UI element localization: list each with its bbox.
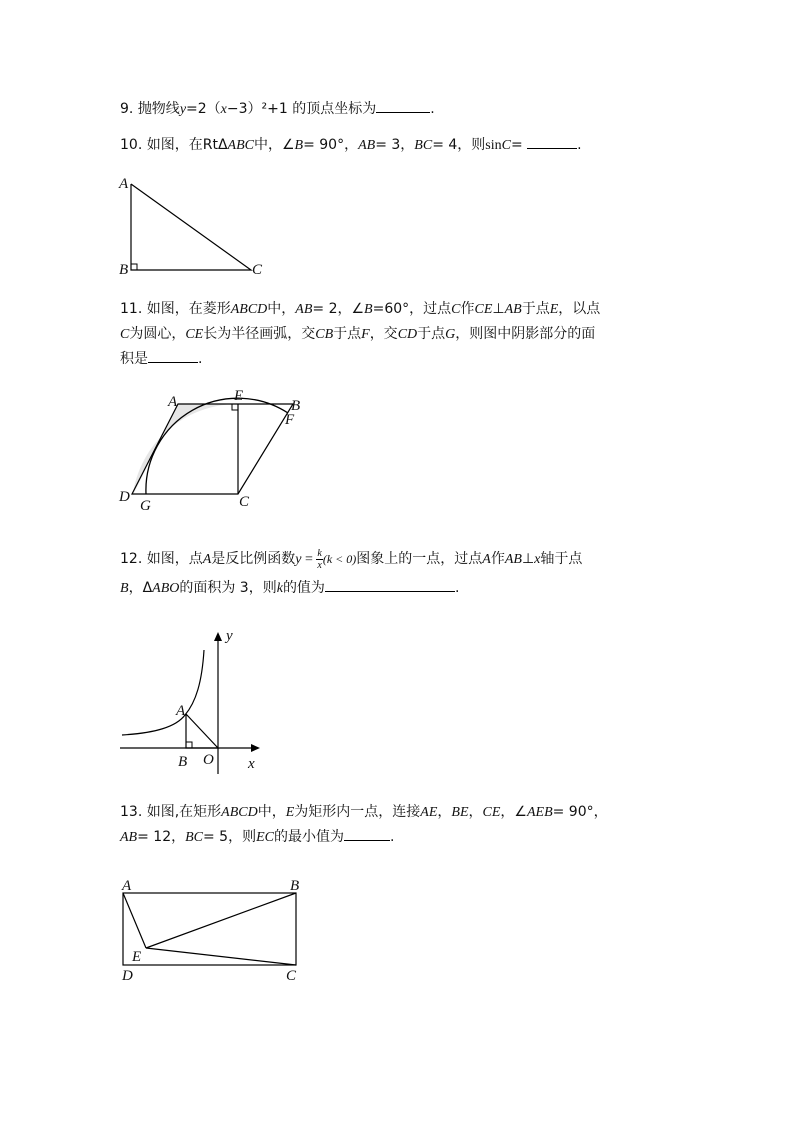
rectangle-outline <box>123 893 296 965</box>
label-G: G <box>140 498 151 514</box>
hyperbola-curve <box>122 650 204 735</box>
answer-blank[interactable] <box>376 98 430 113</box>
q12-number: 12. <box>120 551 143 567</box>
q13-number: 13. <box>120 804 143 820</box>
segment-BE <box>146 893 296 948</box>
label-x: x <box>248 756 255 772</box>
answer-blank[interactable] <box>527 134 577 149</box>
label-D: D <box>119 489 130 505</box>
label-A: A <box>122 878 132 894</box>
label-A: A <box>176 703 186 719</box>
figure-rhombus <box>110 385 320 520</box>
label-B: B <box>178 754 188 770</box>
answer-blank[interactable] <box>344 826 390 841</box>
x-axis-arrow <box>251 744 260 752</box>
shaded-region <box>133 404 239 496</box>
label-C: C <box>286 968 297 984</box>
label-y: y <box>226 628 233 644</box>
question-10: 10. 如图，在RtΔABC中，∠B= 90°，AB= 3，BC= 4，则sinC= . <box>120 133 680 158</box>
label-E: E <box>234 388 244 404</box>
right-angle-mark <box>232 404 238 410</box>
y-axis-arrow <box>214 632 222 641</box>
label-A: A <box>168 394 178 410</box>
label-B: B <box>119 262 129 278</box>
right-angle-mark <box>131 264 137 270</box>
question-9: 9. 抛物线y=2（x−3）²+1 的顶点坐标为 . <box>120 97 680 122</box>
label-B: B <box>291 398 301 414</box>
question-11: 11. 如图，在菱形ABCD中，AB= 2，∠B=60°，过点C作CE⊥AB于点E，以点 C为圆心，CE长为半径画弧，交CB于点F，交CD于点G，则图中阴影部分的面 积是 . <box>120 301 601 367</box>
label-C: C <box>252 262 263 278</box>
fraction-k-over-x: $\frac{k}{x}$ <box>317 547 322 571</box>
triangle-outline <box>131 184 251 270</box>
triangle-ABO <box>186 714 218 748</box>
answer-blank[interactable] <box>325 577 455 592</box>
q11-number: 11. <box>120 301 143 317</box>
answer-blank[interactable] <box>148 348 198 363</box>
label-D: D <box>122 968 133 984</box>
label-E: E <box>132 949 142 965</box>
label-O: O <box>203 752 214 768</box>
figure-right-triangle <box>110 170 280 280</box>
figure-rectangle <box>110 875 320 985</box>
segment-AE <box>123 893 146 948</box>
question-13: 13. 如图,在矩形ABCD中，E为矩形内一点，连接AE，BE，CE，∠AEB= 90°， AB= 12，BC= 5，则EC的最小值为 . <box>120 804 608 845</box>
figure-hyperbola <box>110 620 280 780</box>
question-12: 12. 如图，点A是反比例函数y = $\frac{k}{x}$ (k < 0)图象上的一点，过点A作AB⊥x轴于点 B，ΔABO的面积为 3，则k的值为 . <box>120 547 583 596</box>
label-C: C <box>239 494 250 510</box>
right-angle-mark <box>186 742 192 748</box>
label-B: B <box>290 878 300 894</box>
q9-number: 9. <box>120 101 134 117</box>
label-F: F <box>285 412 295 428</box>
q10-number: 10. <box>120 137 143 153</box>
label-A: A <box>119 176 129 192</box>
segment-CE <box>146 948 296 965</box>
